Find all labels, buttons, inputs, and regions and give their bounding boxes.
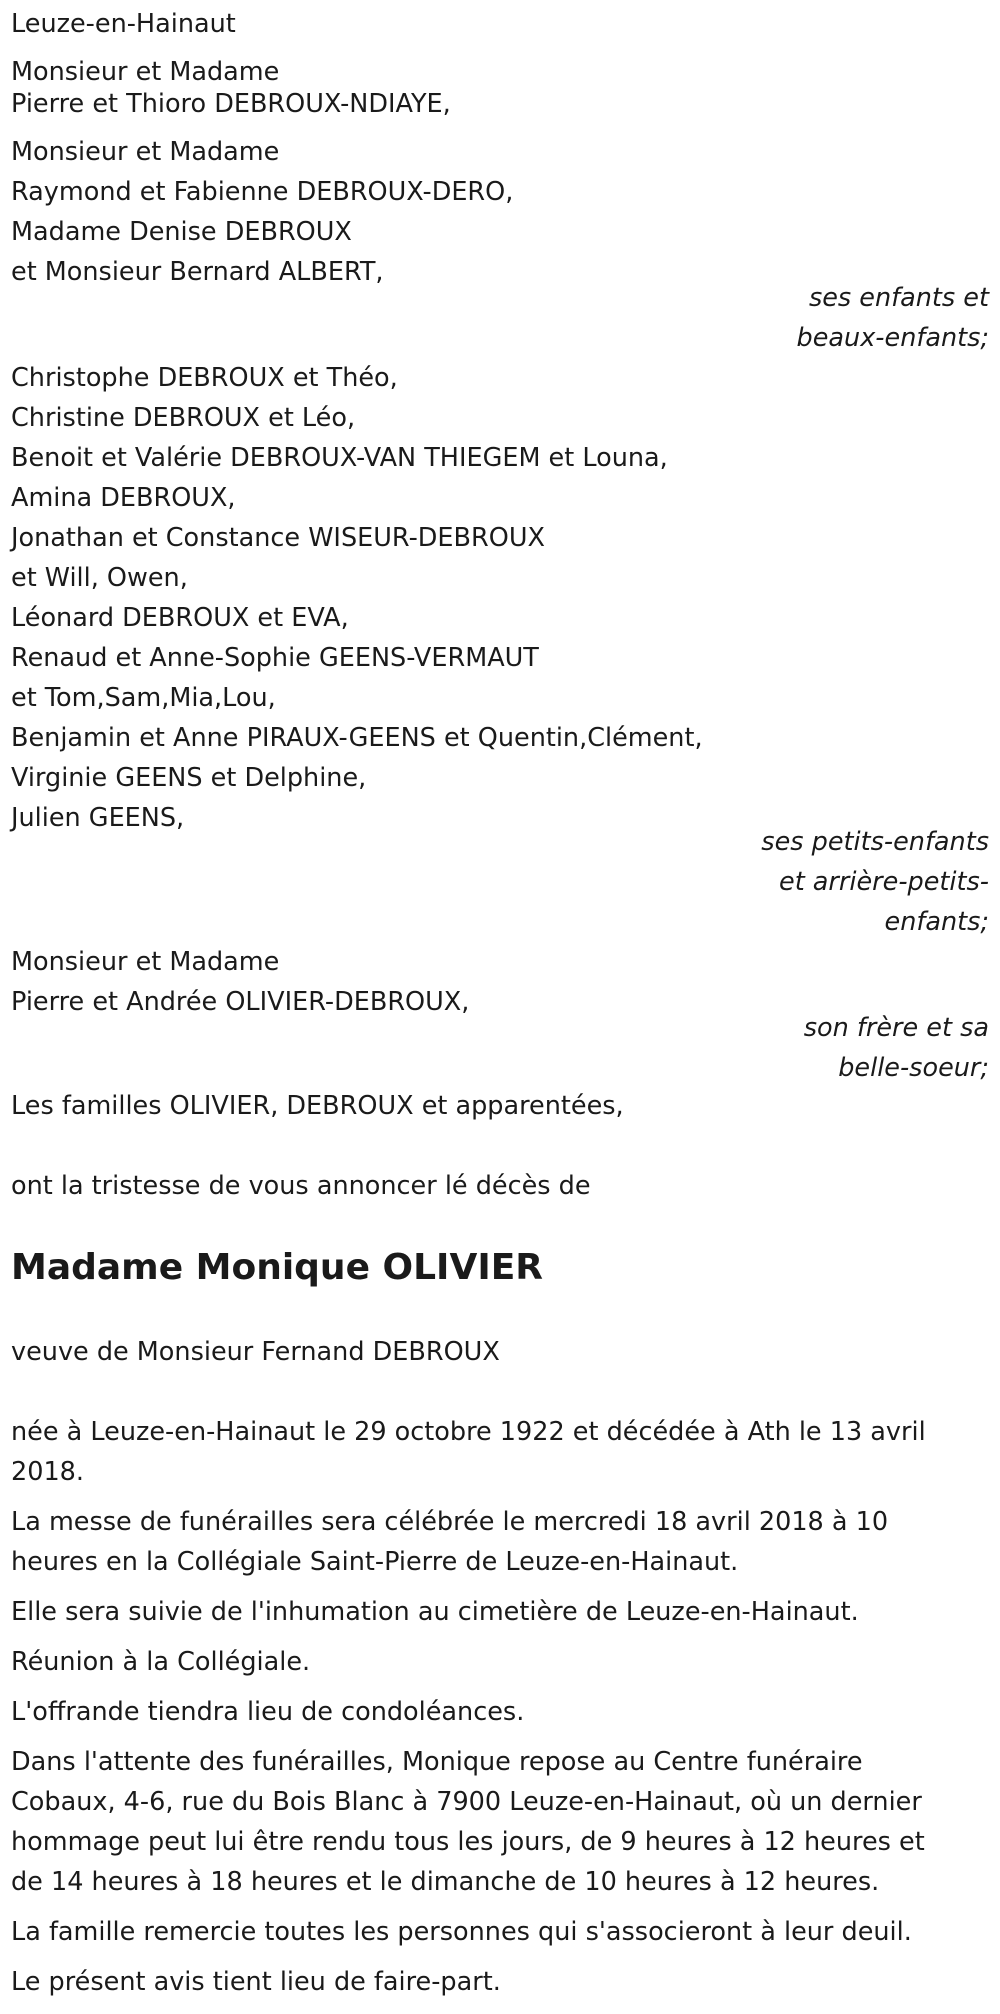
place-heading: Leuze-en-Hainaut bbox=[11, 9, 236, 39]
family-line: Christine DEBROUX et Léo, bbox=[11, 403, 356, 433]
family-line: Léonard DEBROUX et EVA, bbox=[11, 603, 349, 633]
family-line: Monsieur et Madame bbox=[11, 57, 280, 87]
meeting-line: Réunion à la Collégiale. bbox=[11, 1647, 311, 1677]
families-line: Les familles OLIVIER, DEBROUX et apparentées, bbox=[11, 1091, 624, 1121]
viewing-line: hommage peut lui être rendu tous les jours, de 9 heures à 12 heures et bbox=[11, 1827, 925, 1857]
offering-line: L'offrande tiendra lieu de condoléances. bbox=[11, 1697, 525, 1727]
family-line: et Monsieur Bernard ALBERT, bbox=[11, 257, 384, 287]
mass-line: heures en la Collégiale Saint-Pierre de Leuze-en-Hainaut. bbox=[11, 1547, 739, 1577]
family-line: Madame Denise DEBROUX bbox=[11, 217, 352, 247]
relation-label: belle-soeur; bbox=[838, 1053, 989, 1083]
family-line: et Will, Owen, bbox=[11, 563, 188, 593]
family-line: Monsieur et Madame bbox=[11, 137, 280, 167]
thanks-line: La famille remercie toutes les personnes qui s'associeront à leur deuil. bbox=[11, 1917, 912, 1947]
relation-label: beaux-enfants; bbox=[796, 323, 989, 353]
family-line: Benoit et Valérie DEBROUX-VAN THIEGEM et Louna, bbox=[11, 443, 668, 473]
family-line: Benjamin et Anne PIRAUX-GEENS et Quentin,Clément, bbox=[11, 723, 703, 753]
family-line: Monsieur et Madame bbox=[11, 947, 280, 977]
family-line: Raymond et Fabienne DEBROUX-DERO, bbox=[11, 177, 514, 207]
relation-label: et arrière-petits- bbox=[779, 867, 989, 897]
relation-label: son frère et sa bbox=[803, 1013, 989, 1043]
family-line: Pierre et Thioro DEBROUX-NDIAYE, bbox=[11, 89, 451, 119]
family-line: Christophe DEBROUX et Théo, bbox=[11, 363, 398, 393]
viewing-line: Cobaux, 4-6, rue du Bois Blanc à 7900 Leuze-en-Hainaut, où un dernier bbox=[11, 1787, 922, 1817]
family-line: Amina DEBROUX, bbox=[11, 483, 236, 513]
relation-label: enfants; bbox=[884, 907, 989, 937]
family-line: Renaud et Anne-Sophie GEENS-VERMAUT bbox=[11, 643, 539, 673]
family-line: Julien GEENS, bbox=[11, 803, 185, 833]
relation-label: ses enfants et bbox=[808, 283, 989, 313]
deceased-name: Madame Monique OLIVIER bbox=[11, 1247, 544, 1288]
birth-line: 2018. bbox=[11, 1457, 85, 1487]
announce-line: ont la tristesse de vous annoncer lé décès de bbox=[11, 1171, 591, 1201]
family-line: Jonathan et Constance WISEUR-DEBROUX bbox=[11, 523, 545, 553]
family-line: Virginie GEENS et Delphine, bbox=[11, 763, 367, 793]
family-line: et Tom,Sam,Mia,Lou, bbox=[11, 683, 276, 713]
viewing-line: Dans l'attente des funérailles, Monique repose au Centre funéraire bbox=[11, 1747, 863, 1777]
widow-line: veuve de Monsieur Fernand DEBROUX bbox=[11, 1337, 500, 1367]
mass-line: La messe de funérailles sera célébrée le mercredi 18 avril 2018 à 10 bbox=[11, 1507, 889, 1537]
viewing-line: de 14 heures à 18 heures et le dimanche de 10 heures à 12 heures. bbox=[11, 1867, 880, 1897]
notice-line: Le présent avis tient lieu de faire-part. bbox=[11, 1967, 501, 1997]
birth-line: née à Leuze-en-Hainaut le 29 octobre 1922 et décédée à Ath le 13 avril bbox=[11, 1417, 926, 1447]
burial-line: Elle sera suivie de l'inhumation au cimetière de Leuze-en-Hainaut. bbox=[11, 1597, 859, 1627]
relation-label: ses petits-enfants bbox=[761, 827, 989, 857]
family-line: Pierre et Andrée OLIVIER-DEBROUX, bbox=[11, 987, 470, 1017]
